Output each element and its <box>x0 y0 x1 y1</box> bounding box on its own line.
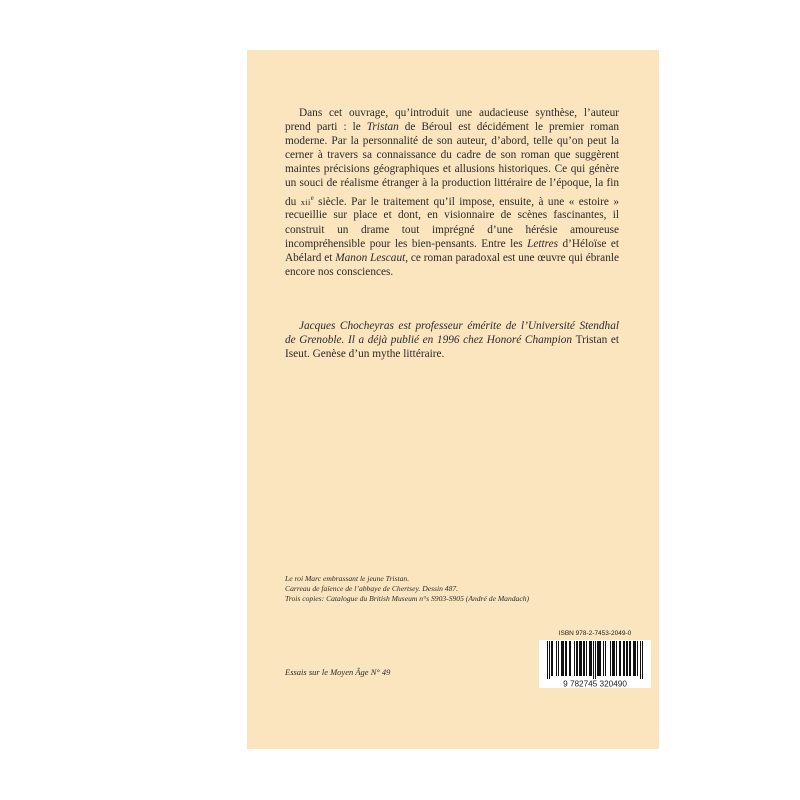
blurb-text: Dans cet ouvrage, qu’introduit une audacieuse synthèse, l’auteur prend parti : le <box>285 107 619 134</box>
barcode-bar <box>562 641 563 676</box>
barcode-bar <box>577 641 578 676</box>
author-bio <box>285 319 619 361</box>
blurb-paragraph <box>285 106 619 279</box>
barcode-bar <box>579 641 580 676</box>
century-suffix: e <box>310 193 314 202</box>
barcode-bar <box>642 641 643 679</box>
century-roman: xii <box>300 196 311 207</box>
book-back-cover <box>247 50 659 749</box>
barcode-bar <box>599 641 600 676</box>
caption-line: Le roi Marc embrassant le jeune Tristan. <box>285 574 410 583</box>
caption-line: Carreau de faïence de l’abbaye de Chertsey. Dessin 487. <box>285 584 459 594</box>
barcode-bar <box>614 641 615 676</box>
cover-image-caption <box>285 574 625 605</box>
barcode-bar <box>549 641 550 679</box>
blurb-text: siècle. Par le traitement qu’il impose, ensuite, à une « estoire » recueillie sur place et dont, en visionnaire de scènes fascinantes, il construit un drame tout imprégné d’une hérésie amoureuse incompréhensible pour les bien-pensants. Entre les <box>285 195 619 250</box>
barcode-bar <box>565 641 566 676</box>
barcode-bar <box>626 641 627 676</box>
barcode-bar <box>558 641 559 676</box>
barcode-bar <box>630 641 631 676</box>
barcode-bar <box>552 641 553 676</box>
blurb-title-tristan: Tristan <box>366 121 399 134</box>
barcode-bar <box>569 641 570 676</box>
barcode-bar <box>620 641 621 676</box>
caption-line: Trois copies: Catalogue du British Museum n°s S903-S905 (André de Mandach) <box>285 594 530 604</box>
barcode-bar <box>556 641 557 676</box>
barcode-icon <box>539 640 651 688</box>
barcode-bar <box>629 641 630 676</box>
barcode-bar <box>547 641 548 679</box>
barcode-bar <box>591 641 592 676</box>
author-previous-book-title: Tristan et Iseut. Genèse d’un mythe littéraire. <box>285 334 619 361</box>
barcode-bar <box>605 641 606 676</box>
blurb-text: de Béroul est décidément le premier roman moderne. Par la personnalité de son auteur, d’abord, telle qu’on peut la cerner à travers sa connaissance du cadre de son roman que suggèrent maintes précisions géographiques et allusions historiques. Ce qui génère un souci de réalisme étranger à la production littéraire de l’époque, la fin du <box>285 121 619 208</box>
blurb-title-lettres: Lettres <box>527 237 559 250</box>
barcode-bar <box>586 641 587 676</box>
blurb-text: d’Héloïse et Abélard et <box>285 237 619 264</box>
blurb-text: , ce roman paradoxal est une œuvre qui ébranle encore nos consciences. <box>285 251 620 278</box>
barcode-bar <box>633 641 634 676</box>
barcode-bar <box>612 641 613 676</box>
barcode-bar <box>613 641 614 676</box>
barcode-bar <box>616 641 617 676</box>
series-label: Essais sur le Moyen Âge N° 49 <box>285 667 391 677</box>
barcode-bar <box>561 641 562 676</box>
isbn-label: ISBN 978-2-7453-2049-0 <box>558 630 632 637</box>
barcode-bar <box>576 641 577 676</box>
barcode-bar <box>623 641 624 676</box>
blurb-title-manon: Manon Lescaut <box>335 251 406 264</box>
barcode-bar <box>584 641 585 676</box>
barcode-bar <box>619 641 620 676</box>
barcode-bar <box>551 641 552 676</box>
barcode-bar <box>580 641 581 676</box>
barcode-bar <box>563 641 564 676</box>
barcode-bar <box>593 641 594 679</box>
barcode-bar <box>624 641 625 676</box>
barcode-bar <box>581 641 582 676</box>
barcode-bar <box>634 641 635 676</box>
barcode-bar <box>635 641 636 676</box>
barcode-bar <box>589 641 590 676</box>
barcode-bar <box>600 641 601 676</box>
barcode-bar <box>598 641 599 676</box>
barcode-bar <box>566 641 567 676</box>
author-bio-text: Jacques Chocheyras est professeur émérite de l’Université Stendhal de Grenoble. Il a déjà publié en 1996 chez Honoré Champion <box>285 320 619 347</box>
barcode-bar <box>590 641 591 676</box>
barcode-bar <box>610 641 611 676</box>
barcode-bar <box>583 641 584 676</box>
isbn-barcode <box>539 630 651 688</box>
barcode-bar <box>637 641 638 676</box>
barcode-bar <box>627 641 628 676</box>
barcode-bar <box>603 641 604 676</box>
barcode-bar <box>574 641 575 676</box>
barcode-bar <box>570 641 571 676</box>
barcode-digits: 9 782745 320490 <box>563 679 627 688</box>
barcode-bar <box>597 641 598 676</box>
barcode-bar <box>640 641 641 679</box>
barcode-bar <box>595 641 596 679</box>
